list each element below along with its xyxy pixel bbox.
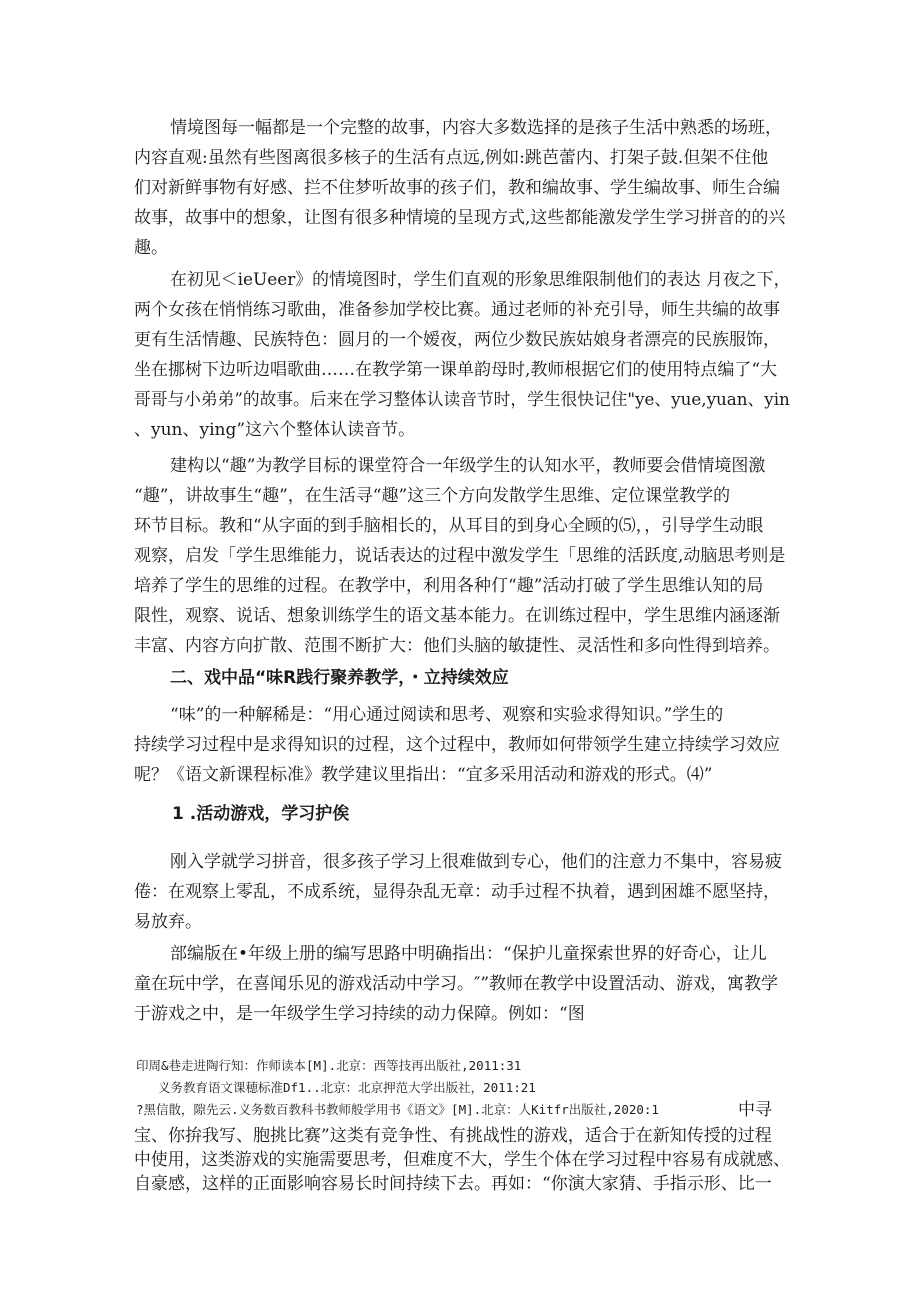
text-line: 宝、你拚我写、胞挑比赛”这类有竞争性、有挑战性的游戏，适合于在新知传授的过程 <box>134 1126 772 1146</box>
text-line: 持续学习过程中是求得知识的过程，这个过程中，教师如何带领学生建立持续学习效应 <box>134 735 780 755</box>
text-line: 于游戏之中，是一年级学生学习持续的动力保障。例如：“图 <box>134 1004 585 1024</box>
text-line: 限性，观察、说话、想象训练学生的语文基本能力。在训练过程中，学生思维内涵逐渐 <box>134 606 780 626</box>
text-line: 童在玩中学，在喜闻乐见的游戏活动中学习。″”教师在教学中设置活动、游戏，寓教学 <box>134 974 779 994</box>
continued-text-tail: 中寻 <box>738 1100 772 1120</box>
text-line: 、yun、ying”这六个整体认读音节。 <box>134 420 416 440</box>
text-line: 中使用，这类游戏的实施需要思考，但难度不大，学生个体在学习过程中容易有成就感、 <box>134 1150 790 1170</box>
text-line: 自豪感，这样的正面影响容易长时间持续下去。再如：“你演大家猜、手指示形、比一 <box>134 1174 772 1194</box>
text-line: “趣”，讲故事生“趣”，在生活寻“趣”这三个方向发散学生思维、定位课堂教学的 <box>134 486 731 506</box>
subheading: 1 .活动游戏，学习护俟 <box>172 804 350 824</box>
text-line: 培养了学生的思维的过程。在教学中，利用各种仃“趣”活动打破了学生思维认知的局 <box>134 576 764 596</box>
text-line: 两个女孩在悄悄练习歌曲，准备参加学校比赛。通过老师的补充引导，师生共编的故事 <box>134 300 780 320</box>
text-line: 坐在挪树下边听边唱歌曲……在教学第一课单韵母时,教师根据它们的使用特点编了“大 <box>134 360 778 380</box>
text-line: 部编版在•年级上册的编写思路中明确指出：“保护儿童探索世界的好奇心，让儿 <box>170 944 767 964</box>
text-line: 故事，故事中的想象，让图有很多种情境的呈现方式,这些都能激发学生学习拼音的的兴 <box>134 208 786 228</box>
text-line: 在初见＜ieUeer》的情境图时，学生们直观的形象思维限制他们的表达 月夜之下， <box>170 270 791 290</box>
text-line: 建构以“趣”为教学目标的课堂符合一年级学生的认知水平，教师要会借情境图激 <box>170 456 766 476</box>
text-line: “味”的一种解稀是：“用心通过阅读和思考、观察和实验求得知识。”学生的 <box>170 705 724 725</box>
text-line: 更有生活情趣、民族特色：圆月的一个嫒夜，两位少数民族姑娘身者漂亮的民族服饰， <box>134 330 780 350</box>
text-line: 内容直观:虽然有些图离很多核子的生活有点远,例如:跳芭蕾内、打架子鼓.但架不住他 <box>134 148 769 168</box>
footnote-2: 义务教育语文课穂标准Df1..北京：北京押范大学出版社，2011:21 <box>158 1080 536 1095</box>
text-line: 趣。 <box>134 238 168 258</box>
text-line: 呢？《语文新课程标准》教学建议里指出：“宜多采用活动和游戏的形式。⑷” <box>134 765 713 785</box>
footnote-3: ?黑信散，隙先云.义务数百教科书教师般学用书《语文》[M].北京：人Kitfr出版社,2020:1 <box>136 1102 659 1117</box>
section-heading: 二、戏中品“味R践行聚养教学，・立持续效应 <box>170 668 509 688</box>
text-line: 情境图每一幅都是一个完整的故事，内容大多数选择的是孩子生活中熟悉的场班， <box>170 118 782 138</box>
text-line: 易放弃。 <box>134 912 202 932</box>
text-line: 刚入学就学习拼音，很多孩子学习上很难做到专心，他们的注意力不集中，容易疲 <box>170 852 782 872</box>
footnote-1: 印周&巷走进陶行知：作师读本[M].北京：西等技再出版社,2011:31 <box>136 1058 522 1073</box>
text-line: 丰富、内容方向扩散、范围不断扩大：他们头脑的敏捷性、灵活性和多向性得到培养。 <box>134 636 780 656</box>
text-line: 们对新鲜事物有好感、拦不住梦听故事的孩子们，教和编故事、学生编故事、师生合编 <box>134 178 780 198</box>
text-line: 哥哥与小弟弟”的故事。后来在学习整体认读音节时，学生很快记住"ye、yue,yuan、yin <box>134 390 790 410</box>
text-line: 环节目标。教和“从字面的到手脑相长的，从耳目的到身心全顾的⑸，，引导学生动眼 <box>134 516 764 536</box>
text-line: 倦：在观察上零乱，不成系统，显得杂乱无章：动手过程不执着，遇到困雄不愿坚持， <box>134 882 780 902</box>
text-line: 观察，启发「学生思维能力，说话表达的过程中激发学生「思维的活跃度,动脑思考则是 <box>134 546 786 566</box>
